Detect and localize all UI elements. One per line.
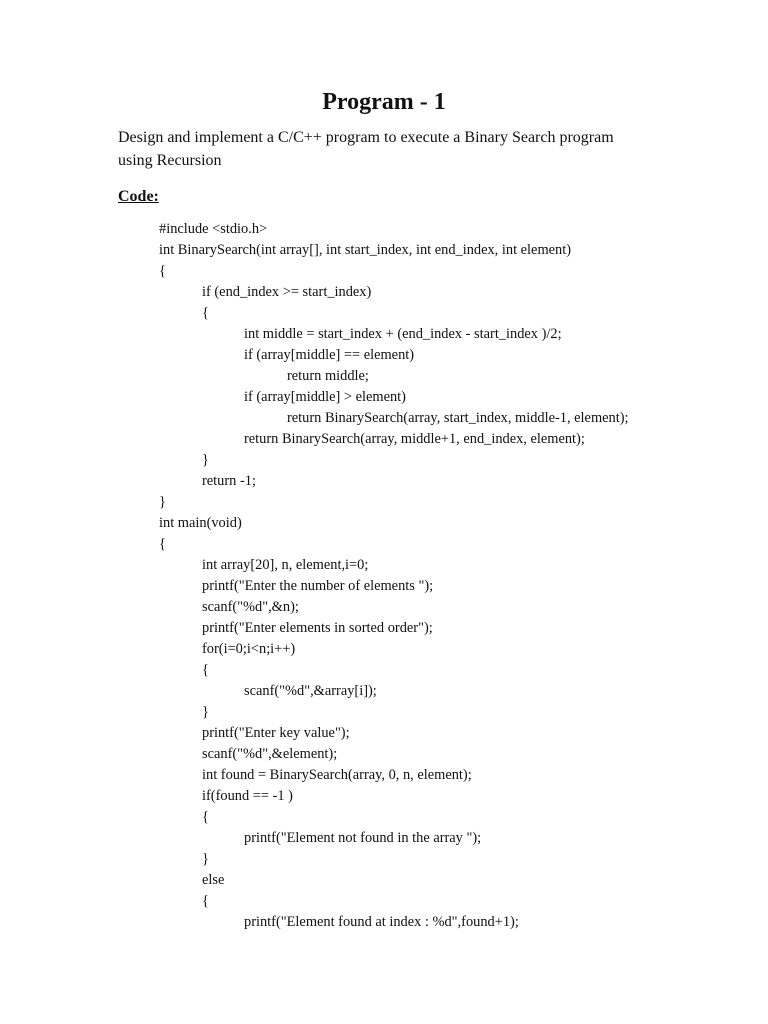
code-line: printf("Element found at index : %d",found+1); (244, 914, 519, 930)
problem-statement-line-2: using Recursion (118, 152, 222, 169)
code-line: if (end_index >= start_index) (202, 284, 372, 300)
code-line: scanf("%d",&element); (202, 746, 338, 762)
code-line: printf("Enter the number of elements "); (202, 578, 434, 594)
code-line: scanf("%d",&n); (202, 599, 299, 615)
code-heading: Code: (118, 188, 159, 205)
code-line: int middle = start_index + (end_index - start_index )/2; (244, 326, 562, 342)
code-line: scanf("%d",&array[i]); (244, 683, 377, 699)
problem-statement (118, 126, 650, 172)
code-line: printf("Element not found in the array "); (244, 830, 482, 846)
code-line: #include <stdio.h> (159, 221, 268, 237)
code-line: { (202, 662, 209, 678)
page-title: Program - 1 (322, 89, 446, 115)
code-line: return BinarySearch(array, middle+1, end_index, element); (244, 431, 585, 447)
code-line: return middle; (287, 368, 369, 384)
code-line: { (202, 809, 209, 825)
code-line: int array[20], n, element,i=0; (202, 557, 369, 573)
code-line: } (202, 851, 209, 867)
code-line: if(found == -1 ) (202, 788, 293, 804)
code-line: int BinarySearch(int array[], int start_index, int end_index, int element) (159, 242, 572, 258)
code-line: return BinarySearch(array, start_index, middle-1, element); (287, 410, 629, 426)
code-line: int main(void) (159, 515, 242, 531)
code-line: return -1; (202, 473, 256, 489)
code-line: { (159, 263, 166, 279)
code-line: if (array[middle] > element) (244, 389, 406, 405)
code-line: } (159, 494, 166, 510)
problem-statement-line-1: Design and implement a C/C++ program to execute a Binary Search program (118, 129, 614, 146)
code-line: if (array[middle] == element) (244, 347, 415, 363)
code-line: } (202, 704, 209, 720)
code-line: printf("Enter key value"); (202, 725, 350, 741)
code-line: { (159, 536, 166, 552)
code-line: printf("Enter elements in sorted order"); (202, 620, 433, 636)
code-line: for(i=0;i<n;i++) (202, 641, 296, 657)
code-line: int found = BinarySearch(array, 0, n, element); (202, 767, 472, 783)
code-line: } (202, 452, 209, 468)
code-line: { (202, 305, 209, 321)
code-line: else (202, 872, 225, 888)
code-line: { (202, 893, 209, 909)
